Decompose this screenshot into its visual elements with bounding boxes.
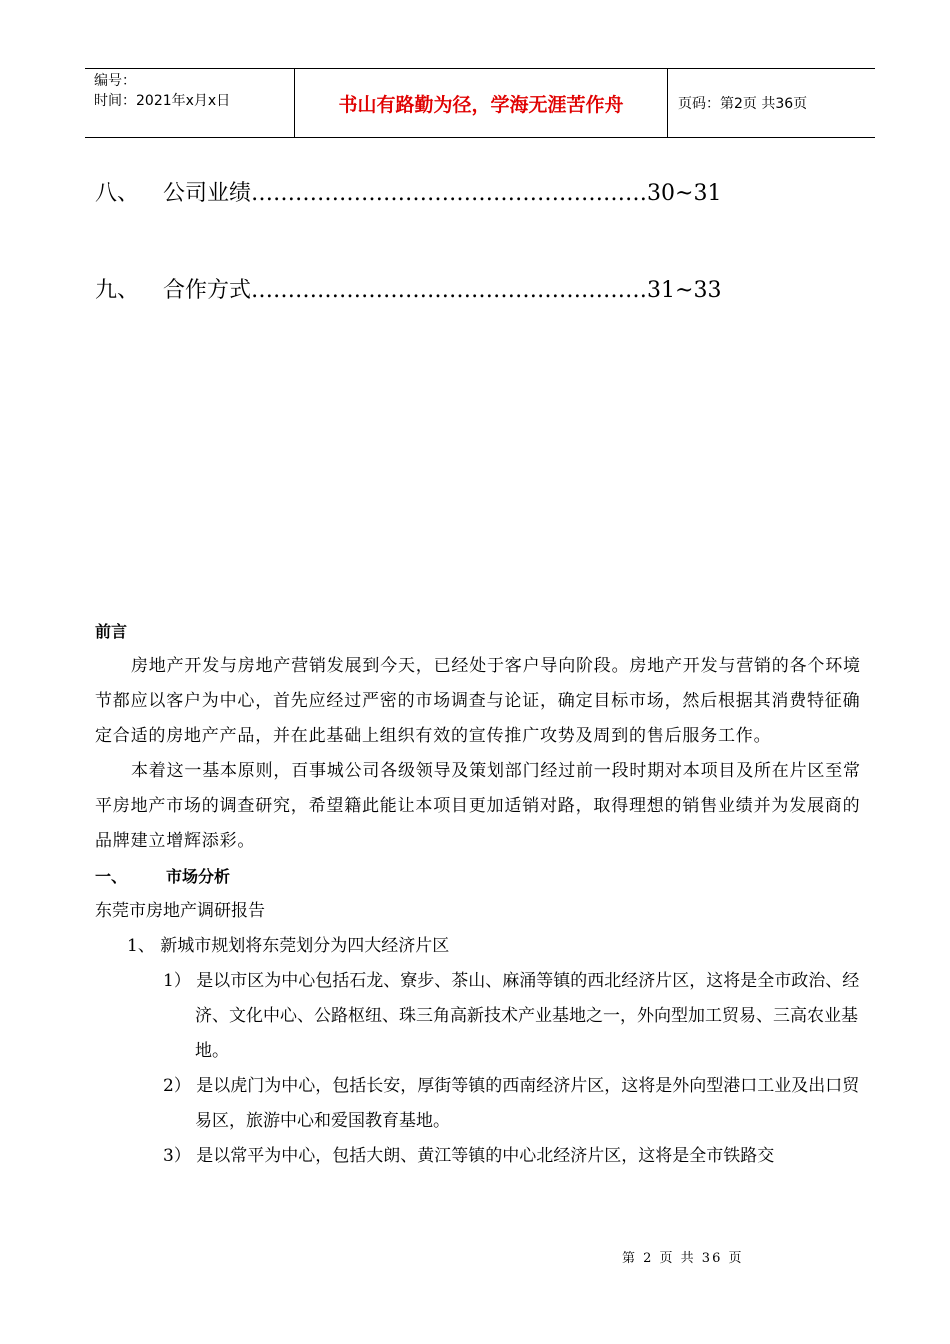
list-item: 1、 新城市规划将东莞划分为四大经济片区 — [127, 936, 450, 956]
section-subtitle: 东莞市房地产调研报告 — [95, 901, 265, 921]
toc-dots: ……………………………………………… — [251, 278, 648, 303]
toc-dots: ……………………………………………… — [251, 181, 648, 206]
preface-title: 前言 — [95, 622, 128, 641]
toc-pages: 31~33 — [647, 278, 722, 303]
document-body — [95, 614, 865, 1174]
toc-title: 公司业绩 — [163, 181, 252, 206]
toc-entry — [95, 273, 795, 304]
toc-pages: 30~31 — [647, 181, 722, 206]
sub-list-item: 1） 是以市区为中心包括石龙、寮步、茶山、麻涌等镇的西北经济片区，这将是全市政治、经济、文化中心、公路枢纽、珠三角高新技术产业基地之一，外向型加工贸易、三高农业基地。 — [163, 971, 860, 1061]
preface-paragraph: 本着这一基本原则，百事城公司各级领导及策划部门经过前一段时期对本项目及所在片区至常平房地产市场的调查研究，希望籍此能让本项目更加适销对路，取得理想的销售业绩并为发展商的品牌建立增辉添彩。 — [95, 761, 861, 851]
toc-entry — [95, 176, 795, 207]
section-heading: 一、 市场分析 — [95, 867, 230, 886]
toc-number: 八、 — [95, 181, 140, 206]
page-footer: 第 2 页 共 36 页 — [622, 1251, 744, 1266]
toc-title: 合作方式 — [163, 278, 252, 303]
preface-paragraph: 房地产开发与房地产营销发展到今天，已经处于客户导向阶段。房地产开发与营销的各个环境节都应以客户为中心，首先应经过严密的市场调查与论证，确定目标市场，然后根据其消费特征确定合适的房地产产品，并在此基础上组织有效的宣传推广攻势及周到的售后服务工作。 — [95, 656, 861, 746]
page-header — [85, 68, 875, 138]
toc-number: 九、 — [95, 278, 140, 303]
header-info-cell — [85, 69, 295, 137]
serial-label: 编号： — [94, 73, 136, 89]
sub-list-item: 2） 是以虎门为中心，包括长安，厚街等镇的西南经济片区，这将是外向型港口工业及出口贸易区，旅游中心和爱国教育基地。 — [163, 1076, 860, 1131]
header-page-label: 页码：第2页 共36页 — [678, 96, 808, 112]
header-motto: 书山有路勤为径，学海无涯苦作舟 — [295, 69, 668, 137]
time-label: 时间：2021年x月x日 — [94, 93, 231, 109]
sub-list-item: 3） 是以常平为中心，包括大朗、黄江等镇的中心北经济片区，这将是全市铁路交 — [163, 1146, 775, 1166]
